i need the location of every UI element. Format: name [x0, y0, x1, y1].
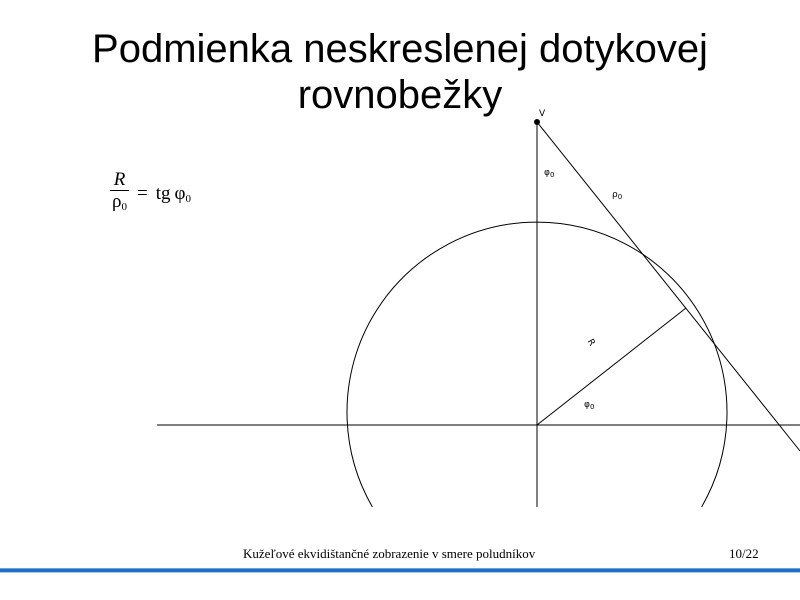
footer-title: Kužeľové ekvidištančné zobrazenie v smere poludníkov	[243, 546, 536, 561]
page-number: 10/22	[729, 546, 759, 561]
slide-title	[0, 26, 800, 118]
tangent-function: tg	[155, 183, 171, 204]
slide-title-line-2: rovnobežky	[297, 73, 503, 117]
radius-line	[537, 308, 686, 425]
phi-center-label	[584, 400, 594, 411]
rho-label	[612, 190, 622, 201]
phi-top-label	[544, 168, 554, 179]
phi-center-symbol: φ	[584, 400, 590, 410]
rho-subscript: 0	[121, 201, 127, 213]
phi-symbol: φ	[174, 183, 186, 204]
rho-symbol: ρ	[612, 190, 618, 200]
phi-center-subscript: 0	[589, 403, 595, 411]
slide-title-line-1: Podmienka neskreslenej dotykovej	[92, 27, 708, 71]
fraction-numerator: R	[113, 169, 126, 190]
phi-top-subscript: 0	[549, 171, 555, 179]
fraction-denominator	[110, 191, 129, 218]
rho-subscript: 0	[617, 193, 623, 201]
footer-divider	[0, 568, 800, 573]
phi-argument	[174, 183, 190, 205]
tangent-line	[537, 122, 800, 451]
equals-sign: =	[136, 183, 148, 204]
rho-symbol: ρ	[112, 191, 122, 212]
formula	[110, 170, 191, 218]
fraction	[110, 170, 129, 218]
vertex-label: V	[539, 109, 546, 119]
radius-label: R	[584, 337, 597, 348]
vertex-point	[534, 119, 540, 125]
phi-subscript: 0	[185, 193, 191, 205]
phi-top-symbol: φ	[544, 168, 550, 178]
